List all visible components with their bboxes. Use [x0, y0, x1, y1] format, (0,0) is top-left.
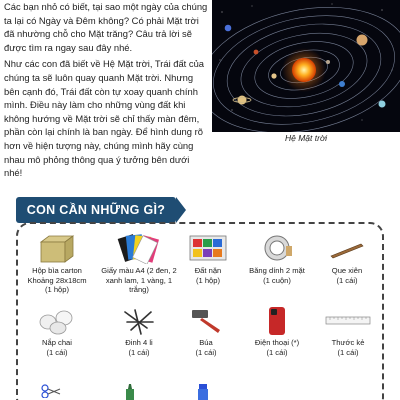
intro-text — [4, 0, 208, 183]
glue-bottle-icon — [124, 384, 136, 400]
sun-mark — [292, 58, 316, 82]
solar-system-illustration — [212, 0, 400, 132]
material-item — [240, 232, 314, 285]
spray-bottle-icon — [196, 384, 210, 400]
figure-caption: Hệ Mặt trời — [285, 133, 327, 143]
material-item — [22, 306, 92, 357]
bottle-caps-icon — [37, 306, 77, 336]
material-quantity: (1 cái) — [266, 347, 288, 357]
tape-roll-icon — [262, 232, 292, 264]
ruler-icon — [324, 306, 372, 336]
material-quantity: (1 cái) — [46, 347, 68, 357]
material-label: Hộp bìa carton Khoảng 28x18cm — [27, 266, 87, 285]
material-label: Thước kẻ — [331, 338, 365, 347]
material-item — [98, 232, 180, 295]
material-item — [318, 306, 378, 357]
material-label: Đinh 4 li — [125, 338, 153, 347]
material-label: Điện thoại (*) — [254, 338, 300, 347]
material-item — [240, 306, 314, 357]
section-heading — [16, 197, 176, 223]
intro-paragraph-1: Các bạn nhỏ có biết, tại sao một ngày của chúng ta lại có Ngày và Đêm không? Có phải Mặt trời đã nhường chỗ cho Mặt trăng? Câu trả lời sẽ được tìm ra ngay sau đây nhé. — [4, 1, 208, 53]
material-item — [176, 306, 236, 357]
material-quantity: (1 hộp) — [44, 285, 70, 295]
phone-icon — [265, 306, 289, 336]
material-quantity: (1 cái) — [337, 347, 359, 357]
clay-box-icon — [189, 232, 227, 264]
solar-system-image — [212, 0, 400, 132]
intro-paragraph-2: Như các con đã biết về Hệ Mặt trời, Trái đất của chúng ta sẽ luôn quay quanh Mặt trời. Nhưng bên cạnh đó, Trái đất còn tự xoay quanh chính mình. Điều này làm cho những vùng đất khi không hướng về Mặt trời sẽ chỉ thấy màn đêm, phần còn lại chính là ban ngày. Để hình dung rõ hơn về hiện tượng này, chúng mình hãy cùng nhau mô phỏng thông qua ý tưởng bên dưới nhé! — [4, 58, 205, 179]
material-quantity: (1 cái) — [128, 347, 150, 357]
material-label: Nắp chai — [42, 338, 72, 347]
nails-icon — [121, 306, 157, 336]
hammer-icon — [188, 306, 224, 336]
color-paper-icon — [117, 232, 161, 264]
carton-box-icon — [39, 232, 75, 264]
material-item — [316, 232, 378, 285]
scissors-icon — [40, 384, 62, 398]
material-label: Băng dính 2 mặt — [249, 266, 305, 275]
material-item — [104, 306, 174, 357]
material-item — [182, 232, 234, 285]
section-title: CON CẦN NHỮNG GÌ? — [26, 203, 166, 217]
materials-box — [16, 222, 384, 400]
material-label: Đất nặn — [194, 266, 222, 275]
material-item — [22, 232, 92, 295]
material-quantity: (1 hộp) — [195, 275, 221, 285]
material-quantity: (1 cái) — [195, 347, 217, 357]
material-quantity: (1 cái) — [336, 275, 358, 285]
material-label: Giấy màu A4 (2 đen, 2 xanh lam, 1 vàng, 1 trắng) — [101, 266, 177, 295]
material-label: Que xiên — [331, 266, 363, 275]
material-quantity: (1 cuộn) — [263, 275, 291, 285]
skewer-icon — [329, 232, 365, 264]
material-label: Búa — [199, 338, 213, 347]
